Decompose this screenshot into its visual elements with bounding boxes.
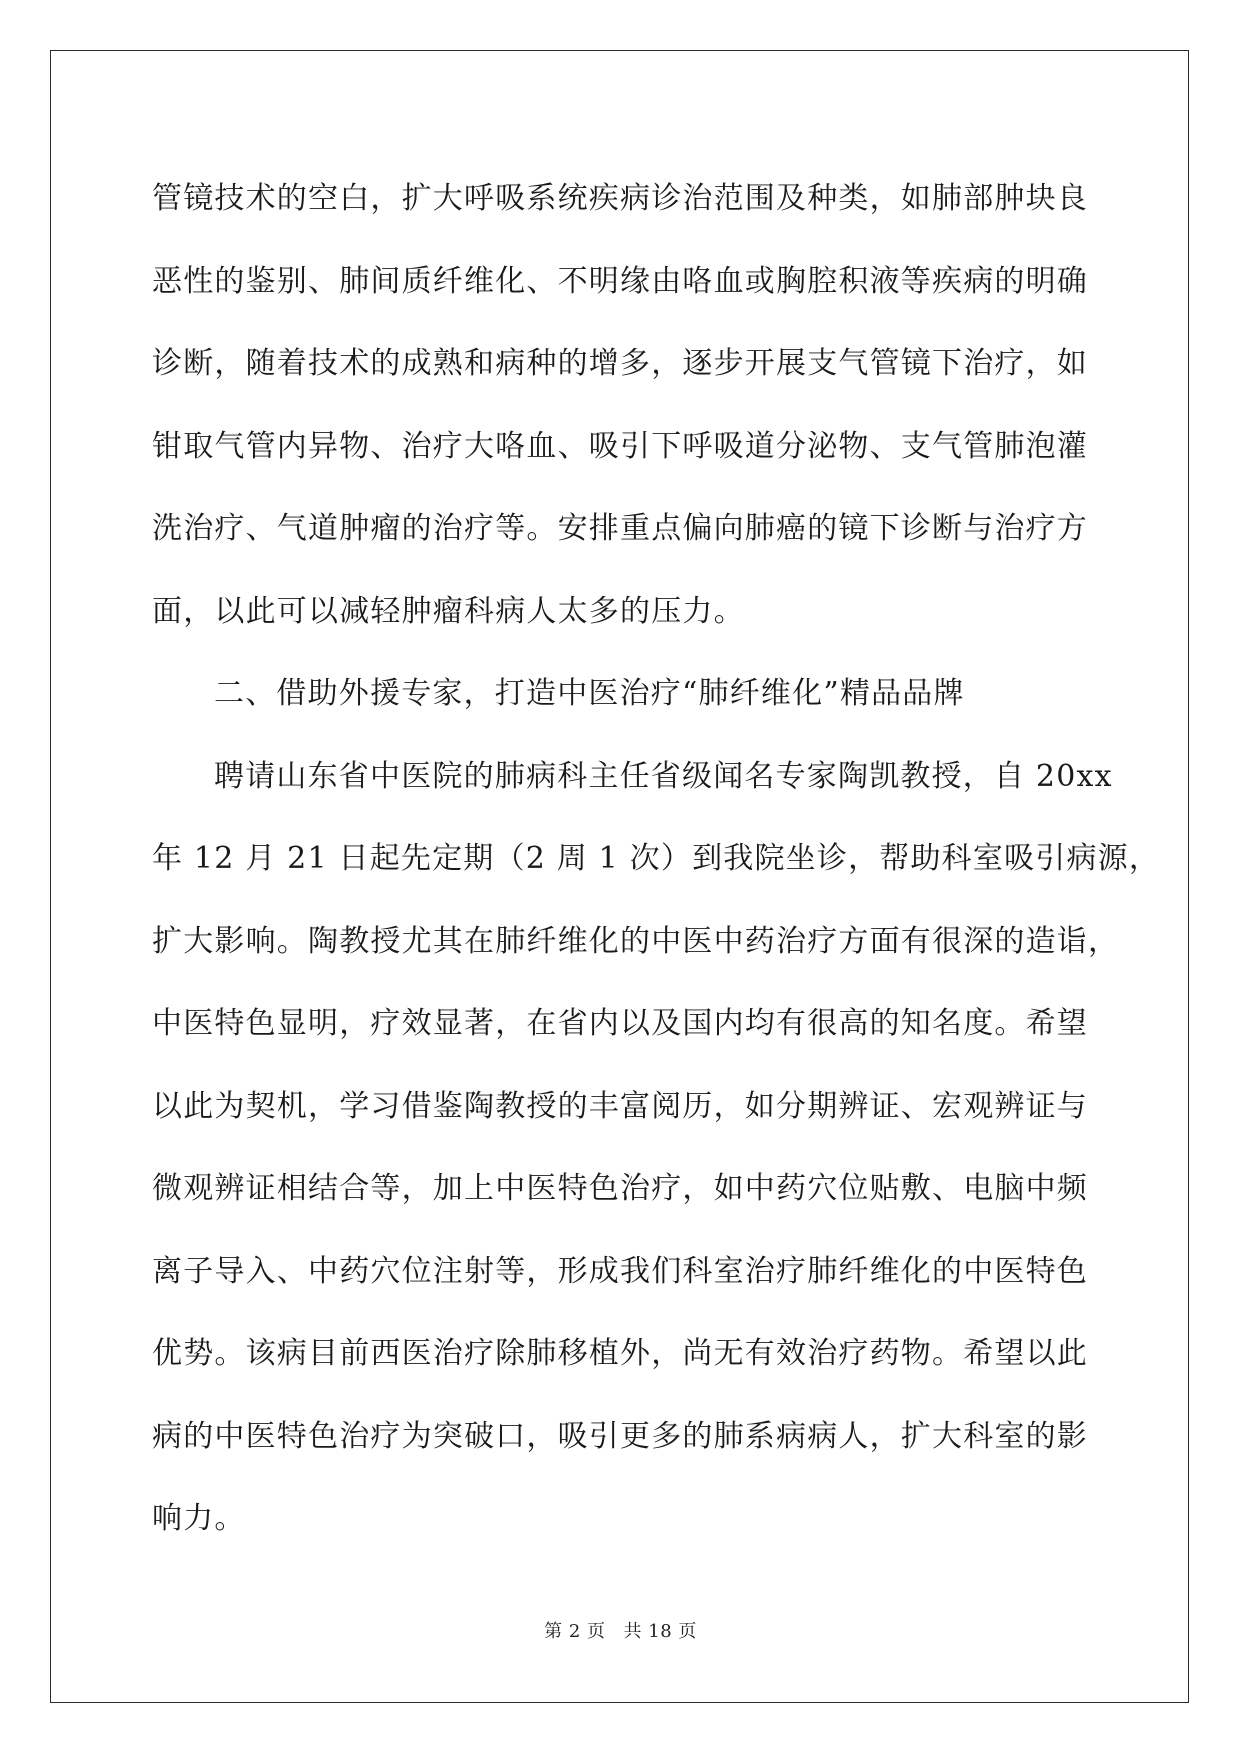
section-heading [152,653,1092,736]
text-line: 微观辨证相结合等，加上中医特色治疗，如中药穴位贴敷、电脑中频 [152,1171,1088,1206]
heading-line: 二、借助外援专家，打造中医治疗“肺纤维化”精品品牌 [214,676,965,711]
text-line: 响力。 [152,1501,246,1536]
text-line: 恶性的鉴别、肺间质纤维化、不明缘由咯血或胸腔积液等疾病的明确 [152,263,1088,299]
text-line: 面，以此可以减轻肿瘤科病人太多的压力。 [152,593,745,629]
text-line: 优势。该病目前西医治疗除肺移植外，尚无有效治疗药物。希望以此 [152,1336,1088,1371]
page-number: 第 2 页 [544,1621,606,1642]
text-line: 病的中医特色治疗为突破口，吸引更多的肺系病病人，扩大科室的影 [152,1418,1088,1454]
text-line: 中医特色显明，疗效显著，在省内以及国内均有很高的知名度。希望 [152,1006,1088,1041]
text-line: 以此为契机，学习借鉴陶教授的丰富阅历，如分期辨证、宏观辨证与 [152,1088,1088,1124]
paragraph-body [152,736,1161,1561]
text-line: 诊断，随着技术的成熟和病种的增多，逐步开展支气管镜下治疗，如 [152,346,1088,381]
page-total: 共 18 页 [623,1621,697,1642]
text-line: 钳取气管内异物、治疗大咯血、吸引下呼吸道分泌物、支气管肺泡灌 [152,428,1088,464]
text-line: 洗治疗、气道肿瘤的治疗等。安排重点偏向肺癌的镜下诊断与治疗方 [152,511,1088,546]
text-line: 管镜技术的空白，扩大呼吸系统疾病诊治范围及种类，如肺部肿块良 [152,181,1088,216]
text-line: 聘请山东省中医院的肺病科主任省级闻名专家陶凯教授，自 20xx [214,758,1113,794]
document-body [152,158,1161,1561]
paragraph-continuation [152,158,1092,653]
text-line: 年 12 月 21 日起先定期（2 周 1 次）到我院坐诊，帮助科室吸引病源， [152,841,1161,876]
text-line: 离子导入、中药穴位注射等，形成我们科室治疗肺纤维化的中医特色 [152,1253,1088,1289]
page-footer [0,1617,1241,1643]
text-line: 扩大影响。陶教授尤其在肺纤维化的中医中药治疗方面有很深的造诣， [152,923,1120,959]
